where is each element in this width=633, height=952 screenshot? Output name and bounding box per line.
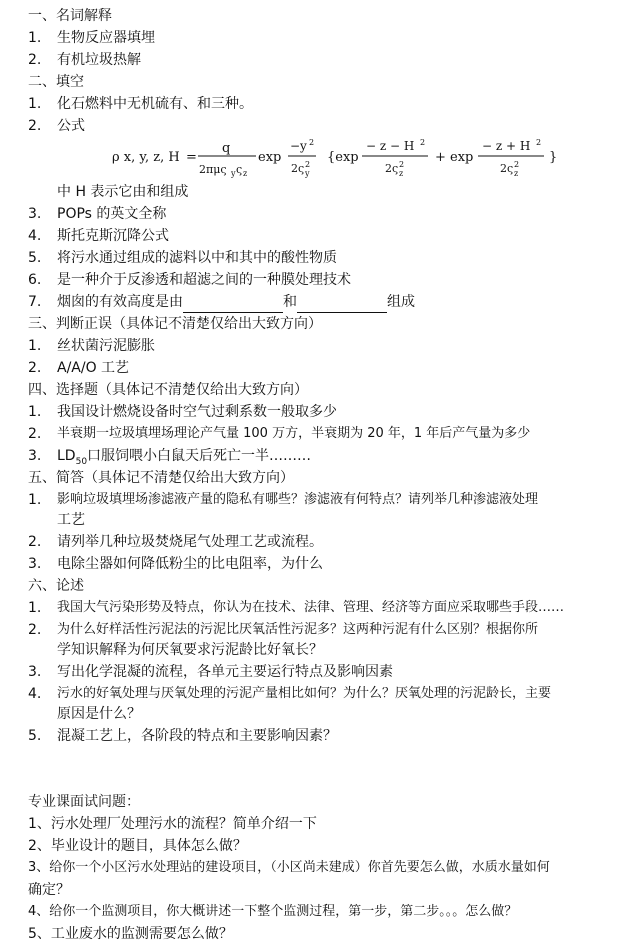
svg-text:y: y — [305, 169, 310, 178]
fill-text-b: 和 — [283, 294, 297, 310]
svg-text:2: 2 — [305, 160, 311, 169]
list-item: 5. 将污水通过组成的滤料以中和其中的酸性物质 — [28, 250, 337, 266]
interview-question: 3、给你一个小区污水处理站的建设项目，（小区尚未建成）你首先要怎么做，水质水量如何 — [28, 860, 550, 875]
list-item-continuation: 原因是什么？ — [57, 706, 141, 722]
svg-text:2: 2 — [514, 160, 520, 169]
list-item: 3. 写出化学混凝的流程，各单元主要运行特点及影响因素 — [28, 664, 393, 680]
section-6-title: 六、论述 — [28, 578, 84, 594]
svg-text:z: z — [243, 169, 248, 178]
interview-question-continuation: 确定？ — [28, 882, 70, 898]
interview-question: 5、工业废水的监测需要怎么做？ — [28, 926, 233, 942]
svg-text:}: } — [549, 150, 558, 165]
svg-text:− z + H: − z + H — [482, 139, 531, 153]
svg-text:2ς: 2ς — [500, 162, 514, 175]
list-item: 3. 电除尘器如何降低粉尘的比电阻率，为什么 — [28, 556, 323, 572]
interview-question: 4、给你一个监测项目，你大概讲述一下整个监测过程，第一步，第二步。。。怎么做？ — [28, 904, 518, 919]
svg-text:exp: exp — [258, 150, 282, 165]
section-4-title: 四、选择题（具体记不清楚仅给出大致方向） — [28, 382, 308, 398]
list-item: 3. POPs 的英文全称 — [28, 206, 167, 222]
fill-text-a: 烟囱的有效高度是由 — [57, 294, 183, 310]
fill-blank — [183, 292, 283, 313]
svg-text:z: z — [399, 169, 404, 178]
list-item: 1. 影响垃圾填埋场渗滤液产量的隐私有哪些？渗滤液有何特点？请列举几种渗滤液处理 — [28, 492, 539, 508]
svg-text:ς: ς — [236, 163, 243, 176]
list-item: 2. 公式 — [28, 118, 85, 134]
svg-text:{exp: {exp — [327, 150, 359, 165]
plume-formula — [0, 134, 633, 180]
section-2-title: 二、填空 — [28, 74, 84, 90]
formula-note: 中 H 表示它由和组成 — [57, 184, 189, 200]
section-1-title: 一、名词解释 — [28, 8, 112, 24]
list-item: 2. 有机垃圾热解 — [28, 52, 141, 68]
svg-text:2πμς: 2πμς — [199, 163, 227, 176]
svg-text:y: y — [231, 169, 236, 178]
svg-text:+ exp: + exp — [435, 150, 474, 165]
list-item: 6. 是一种介于反渗透和超滤之间的一种膜处理技术 — [28, 272, 351, 288]
list-item: 3. $LD_{50}$口服饲喂小白鼠天后死亡一半……… — [28, 448, 312, 467]
svg-text:=: = — [186, 150, 197, 165]
list-item: 1. 化石燃料中无机硫有、和三种。 — [28, 96, 253, 112]
interview-question: 1、污水处理厂处理污水的流程？简单介绍一下 — [28, 816, 317, 832]
svg-text:q: q — [222, 141, 231, 156]
svg-text:2: 2 — [536, 138, 542, 147]
list-item-continuation: 学知识解释为何厌氧要求污泥龄比好氧长？ — [57, 642, 323, 658]
list-item: 2. 请列举几种垃圾焚烧尾气处理工艺或流程。 — [28, 534, 323, 550]
fill-blank — [297, 292, 387, 313]
svg-text:2: 2 — [399, 160, 405, 169]
section-5-title: 五、简答（具体记不清楚仅给出大致方向） — [28, 470, 294, 486]
list-item: 1. 我国大气污染形势及特点，你认为在技术、法律、管理、经济等方面应采取哪些手段…… — [28, 600, 565, 616]
section-3-title: 三、判断正误（具体记不清楚仅给出大致方向） — [28, 316, 322, 332]
list-item-continuation: 工艺 — [57, 512, 85, 528]
svg-text:2: 2 — [309, 138, 315, 147]
list-item: 2. A/A/O 工艺 — [28, 360, 130, 376]
svg-text:ρ x, y, z, H: ρ x, y, z, H — [112, 150, 180, 165]
list-item: 1. 生物反应器填埋 — [28, 30, 155, 46]
list-item: 2. 半衰期一垃圾填埋场理论产气量 100 万方，半衰期为 20 年，1 年后产气量为多少 — [28, 426, 531, 442]
list-item: 5. 混凝工艺上，各阶段的特点和主要影响因素？ — [28, 728, 337, 744]
list-item: 2. 为什么好样活性污泥法的污泥比厌氧活性污泥多？这两种污泥有什么区别？根据你所 — [28, 622, 539, 638]
svg-text:− z − H: − z − H — [366, 139, 415, 153]
svg-text:2: 2 — [420, 138, 426, 147]
list-item: 4. 斯托克斯沉降公式 — [28, 228, 169, 244]
interview-question: 2、毕业设计的题目，具体怎么做？ — [28, 838, 247, 854]
svg-text:2ς: 2ς — [291, 162, 305, 175]
svg-text:−y: −y — [290, 139, 307, 153]
interview-title: 专业课面试问题： — [28, 794, 140, 810]
list-item: 1. 丝状菌污泥膨胀 — [28, 338, 155, 354]
svg-text:z: z — [514, 169, 519, 178]
list-item: 7. 烟囱的有效高度是由 和 组成 — [0, 292, 633, 312]
svg-text:2ς: 2ς — [385, 162, 399, 175]
fill-text-c: 组成 — [387, 294, 415, 310]
list-item: 1. 我国设计燃烧设备时空气过剩系数一般取多少 — [28, 404, 337, 420]
list-item: 4. 污水的好氧处理与厌氧处理的污泥产量相比如何？为什么？厌氧处理的污泥龄长，主要 — [28, 686, 552, 702]
